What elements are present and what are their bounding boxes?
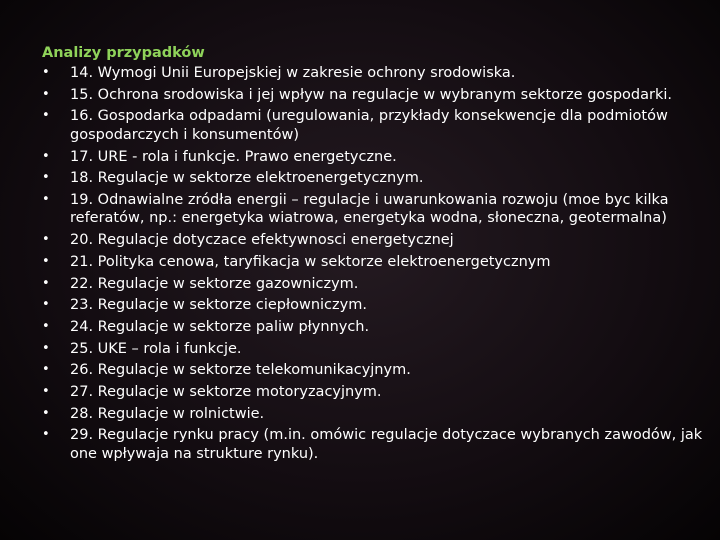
list-item <box>42 148 714 167</box>
list-item <box>42 340 714 359</box>
list-item-text: 14. Wymogi Unii Europejskiej w zakresie ochrony srodowiska. <box>70 65 516 81</box>
bullet-icon: • <box>42 362 50 378</box>
list-item-text: 15. Ochrona srodowiska i jej wpływ na regulacje w wybranym sektorze gospodarki. <box>70 86 672 103</box>
bullet-icon: • <box>42 65 50 80</box>
bullet-icon: • <box>42 148 50 164</box>
list-item <box>42 361 714 380</box>
list-item-text: 29. Regulacje rynku pracy (m.in. omówic regulacje dotyczace wybranych zawodów, jak one wpływaja na strukture rynku). <box>70 427 703 462</box>
list-item <box>42 426 714 463</box>
slide-content <box>42 42 714 467</box>
bullet-icon: • <box>42 191 50 207</box>
bullet-icon: • <box>42 108 50 124</box>
bullet-icon: • <box>42 86 50 102</box>
bullet-icon: • <box>42 275 50 291</box>
list-item-text: 17. URE - rola i funkcje. Prawo energetyczne. <box>70 148 397 165</box>
list-item <box>42 231 714 250</box>
list-item <box>42 253 714 272</box>
bullet-icon: • <box>42 427 50 443</box>
bullet-icon: • <box>42 383 50 399</box>
list-item <box>42 383 714 402</box>
list-item <box>42 318 714 337</box>
list-item-text: 16. Gospodarka odpadami (uregulowania, przykłady konsekwencje dla podmiotów gospodarczych i konsumentów) <box>70 108 668 143</box>
list-item <box>42 107 714 144</box>
bullet-icon: • <box>42 232 50 248</box>
list-item-text: 22. Regulacje w sektorze gazowniczym. <box>70 275 359 292</box>
list-item <box>42 64 714 83</box>
list-item-text: 28. Regulacje w rolnictwie. <box>70 405 265 422</box>
list-item-text: 23. Regulacje w sektorze ciepłowniczym. <box>70 297 367 314</box>
list-item <box>42 275 714 294</box>
list-item <box>42 86 714 105</box>
list-item-text: 21. Polityka cenowa, taryfikacja w sektorze elektroenergetycznym <box>70 253 551 270</box>
bullet-icon: • <box>42 170 50 186</box>
list-item-text: 24. Regulacje w sektorze paliw płynnych. <box>70 318 370 335</box>
list-item <box>42 191 714 228</box>
list-item-text: 26. Regulacje w sektorze telekomunikacyjnym. <box>70 362 411 379</box>
list-item-text: 20. Regulacje dotyczace efektywnosci energetycznej <box>70 232 454 249</box>
list-item-text: 19. Odnawialne zródła energii – regulacje i uwarunkowania rozwoju (moe byc kilka referatów, np.: energetyka wiatrowa, energetyka wodna, słoneczna, geotermalna) <box>70 191 669 227</box>
bullet-icon: • <box>42 318 50 334</box>
slide-title: Analizy przypadków <box>42 45 205 61</box>
topic-list <box>42 64 714 463</box>
list-item-text: 18. Regulacje w sektorze elektroenergetycznym. <box>70 170 424 187</box>
list-item-text: 25. UKE – rola i funkcje. <box>70 340 242 357</box>
list-item-text: 27. Regulacje w sektorze motoryzacyjnym. <box>70 383 382 400</box>
list-item <box>42 405 714 424</box>
bullet-icon: • <box>42 253 50 269</box>
bullet-icon: • <box>42 405 50 421</box>
list-item <box>42 296 714 315</box>
list-item <box>42 169 714 188</box>
bullet-icon: • <box>42 297 50 313</box>
bullet-icon: • <box>42 340 50 356</box>
